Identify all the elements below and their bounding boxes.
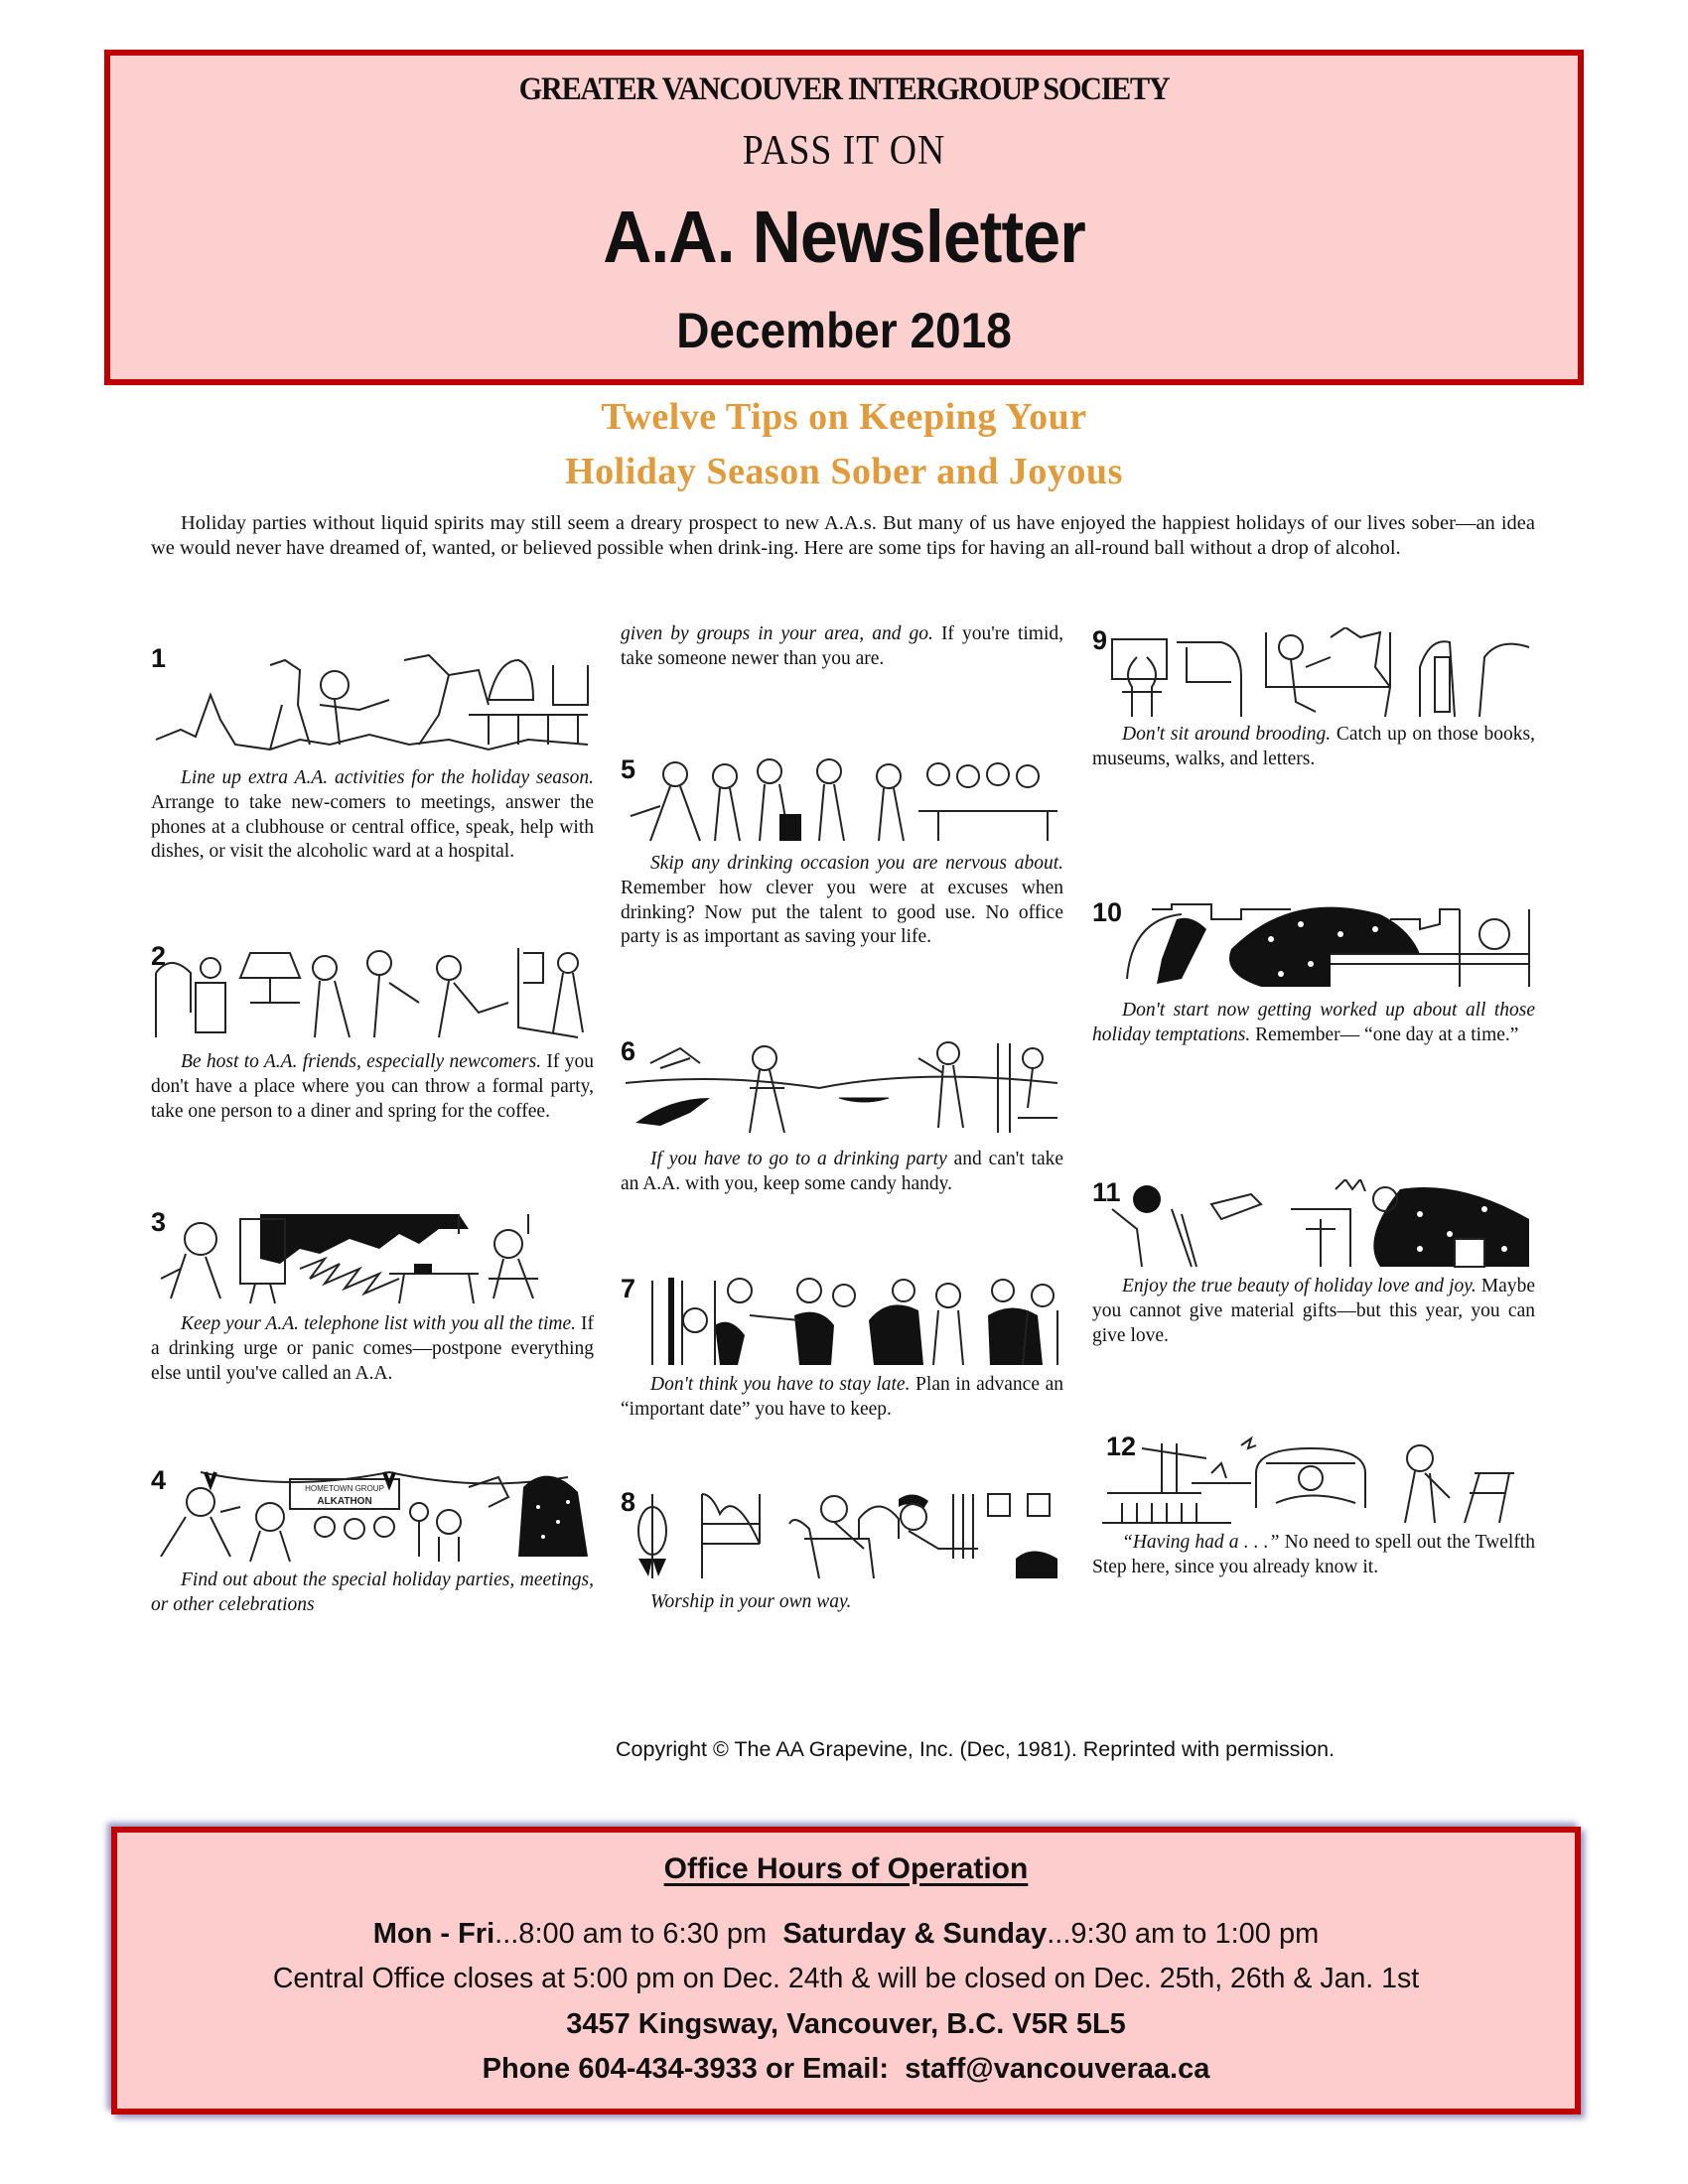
tip-text: Enjoy the true beauty of holiday love and joy. Maybe you cannot give material gifts—but this year, you can give love. <box>1092 1276 1535 1346</box>
tip-text: Don't start now getting worked up about all those holiday temptations. Remember— “one day at a time.” <box>1092 1000 1535 1045</box>
tip-12 <box>1092 1433 1535 1622</box>
tip-3 <box>151 1209 594 1437</box>
tip-text: Don't sit around brooding. Catch up on those books, museums, walks, and letters. <box>1092 724 1535 769</box>
office-hours-title: Office Hours of Operation <box>663 1852 1029 1885</box>
tip-5 <box>621 756 1063 1005</box>
tip-text: Skip any drinking occasion you are nervous about. Remember how clever you were at excuses when drinking? Now put the talent to good use. No office party is as important as saving your life. <box>621 853 1063 948</box>
email-link[interactable]: staff@vancouveraa.ca <box>905 2053 1210 2085</box>
weekday-hours: ...8:00 am to 6:30 pm <box>494 1918 768 1950</box>
organization-name: GREATER VANCOUVER INTERGROUP SOCIETY <box>518 71 1170 107</box>
issue-date: December 2018 <box>676 303 1012 358</box>
illustration-church-pews-wreath <box>621 1489 1063 1580</box>
tip-text: “Having had a . . .” No need to spell out the Twelfth Step here, since you already know it. <box>1092 1532 1535 1577</box>
office-hours-schedule <box>117 1918 1575 1951</box>
tip-text: Line up extra A.A. activities for the holiday season. Arrange to take new-comers to meetings, answer the phones at a clubhouse or central office, speak, help with dishes, or visit the alcoholic ward at a hospital. <box>151 767 594 863</box>
tip-number: 6 <box>621 1036 636 1066</box>
article-intro-text: Holiday parties without liquid spirits may still seem a dreary prospect to new A.A.s. But many of us have enjoyed the happiest holidays of our lives sober—an idea we would never have dreamed of, wanted, or believed possible when drink-ing. Here are some tips for having an all-round ball without a drop of alcohol. <box>151 512 1535 559</box>
tip-11 <box>1092 1179 1535 1348</box>
illustration-leaving-party-door <box>621 1276 1063 1367</box>
tip-number: 2 <box>151 941 167 971</box>
tip-number: 12 <box>1106 1432 1137 1461</box>
tip-number: 10 <box>1092 897 1123 927</box>
article-title-line-1: Twelve Tips on Keeping Your <box>601 396 1087 438</box>
banner-text-line-2: ALKATHON <box>317 1496 372 1507</box>
tip-text: Worship in your own way. <box>650 1591 852 1612</box>
tip-1 <box>151 645 594 893</box>
tip-8 <box>621 1489 1063 1628</box>
illustration-living-room-gathering <box>151 943 594 1042</box>
weekday-label: Mon - Fri <box>372 1918 495 1950</box>
office-contact <box>117 2053 1575 2086</box>
newsletter-title: A.A. Newsletter <box>603 196 1085 278</box>
office-hours-box <box>111 1827 1581 2115</box>
masthead-box <box>104 50 1584 385</box>
illustration-christmas-tree-city <box>1092 899 1535 991</box>
tip-7 <box>621 1276 1063 1454</box>
tip-10 <box>1092 899 1535 1078</box>
tip-2 <box>151 943 594 1181</box>
tip-9 <box>1092 627 1535 806</box>
illustration-gift-giving-tree <box>1092 1179 1535 1271</box>
illustration-winter-walk-to-party <box>621 1038 1063 1136</box>
tip-text: Find out about the special holiday parties, meetings, or other celebrations <box>151 1570 594 1615</box>
tip-text: given by groups in your area, and go. If you're timid, take someone newer than you are. <box>621 623 1063 669</box>
tip-4-continued <box>621 622 1063 702</box>
newsletter-subtitle: PASS IT ON <box>742 128 946 174</box>
tip-6 <box>621 1038 1063 1227</box>
weekend-label: Saturday & Sunday <box>782 1918 1048 1950</box>
tip-number: 7 <box>621 1274 636 1303</box>
illustration-crowded-bar-party <box>621 756 1063 844</box>
illustration-people-walking-to-clubhouse <box>151 645 594 762</box>
tip-number: 11 <box>1092 1177 1121 1207</box>
tip-text: If you have to go to a drinking party and can't take an A.A. with you, keep some candy handy. <box>621 1149 1064 1194</box>
phone-text: Phone 604-434-3933 or Email: <box>482 2053 906 2085</box>
holiday-closure-notice: Central Office closes at 5:00 pm on Dec. 24th & will be closed on Dec. 25th, 26th & Jan. 1st <box>272 1963 1420 1994</box>
tip-text: Keep your A.A. telephone list with you all the time. If a drinking urge or panic comes—postpone everything else until you've called an A.A. <box>151 1313 594 1384</box>
article-intro <box>151 511 1535 561</box>
copyright-notice: Copyright © The AA Grapevine, Inc. (Dec, 1981). Reprinted with permission. <box>616 1737 1336 1761</box>
tip-number: 4 <box>151 1465 167 1495</box>
tip-text: Be host to A.A. friends, especially newcomers. If you don't have a place where you can throw a formal party, take one person to a diner and spring for the coffee. <box>151 1051 594 1122</box>
tip-number: 9 <box>1092 625 1108 655</box>
tip-number: 8 <box>621 1487 636 1517</box>
office-address: 3457 Kingsway, Vancouver, B.C. V5R 5L5 <box>566 2008 1126 2040</box>
tip-number: 3 <box>151 1207 167 1237</box>
illustration-hospital-bedside-visit <box>1092 1433 1535 1525</box>
article-title-line-2: Holiday Season Sober and Joyous <box>565 451 1123 492</box>
tip-4 <box>151 1467 594 1646</box>
illustration-phone-booth-call <box>151 1209 594 1304</box>
tip-text: Don't think you have to stay late. Plan in advance an “important date” you have to keep. <box>621 1374 1063 1420</box>
banner-text-line-1: HOMETOWN GROUP <box>305 1484 384 1493</box>
tip-number: 1 <box>151 643 167 673</box>
tip-number: 5 <box>621 754 636 784</box>
weekend-hours: ...9:30 am to 1:00 pm <box>1047 1918 1320 1950</box>
illustration-museum-reading <box>1092 627 1535 719</box>
illustration-group-alkathon-banner <box>151 1467 594 1563</box>
